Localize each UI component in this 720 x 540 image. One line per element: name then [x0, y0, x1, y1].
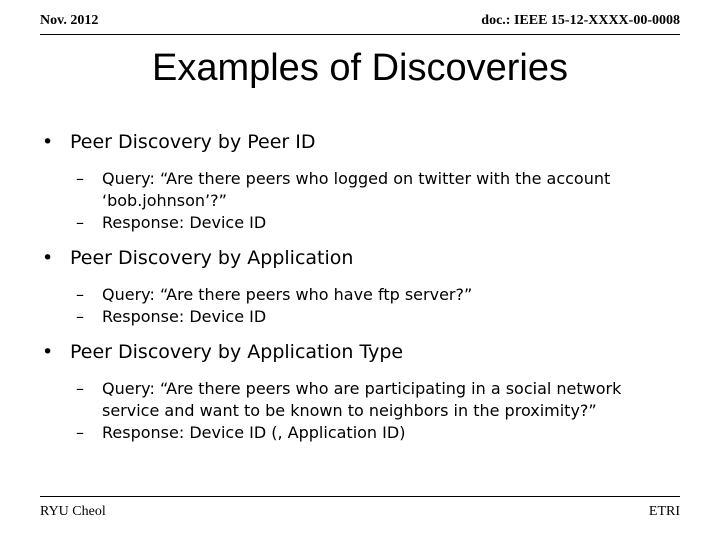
bullet-peer-id [36, 130, 676, 154]
slide-title: Examples of Discoveries [151, 47, 569, 89]
slide-body [36, 130, 676, 444]
header-rule [40, 34, 680, 35]
sub-item: – Response: Device ID [76, 213, 267, 232]
sub-item: – Query: “Are there peers who logged on twitter with the account ‘bob.johnson’?” [76, 169, 611, 210]
sub-list [36, 378, 676, 444]
bullet-text: Peer Discovery by Application Type [70, 341, 404, 363]
bullet-mark: • [42, 131, 54, 153]
bullet-application-type [36, 340, 676, 364]
bullet-application [36, 246, 676, 270]
footer-author: RYU Cheol [40, 504, 106, 519]
header-doc-id: doc.: IEEE 15-12-XXXX-00-0008 [481, 13, 680, 28]
bullet-mark: • [42, 247, 54, 269]
sub-list [36, 284, 676, 328]
sub-item: – Response: Device ID [76, 307, 267, 326]
footer-rule [40, 496, 680, 497]
bullet-text: Peer Discovery by Peer ID [70, 131, 316, 153]
sub-item: – Response: Device ID (, Application ID) [76, 423, 406, 442]
sub-list [36, 168, 676, 234]
bullet-mark: • [42, 341, 54, 363]
bullet-text: Peer Discovery by Application [70, 247, 354, 269]
header-date: Nov. 2012 [40, 13, 99, 28]
footer-org: ETRI [648, 504, 680, 519]
sub-item: – Query: “Are there peers who have ftp server?” [76, 285, 473, 304]
sub-item: – Query: “Are there peers who are participating in a social network service and want to be known to neighbors in the proximity?” [76, 379, 622, 420]
